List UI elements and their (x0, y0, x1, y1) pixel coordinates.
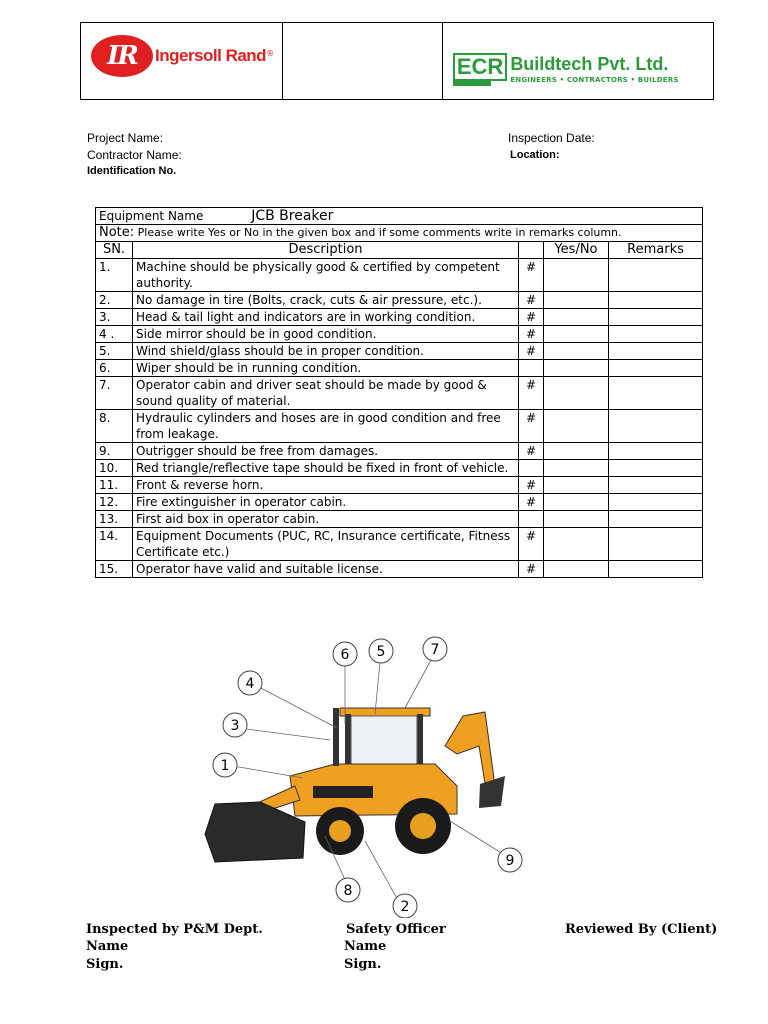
row-yes-no-box[interactable] (544, 511, 609, 528)
svg-text:4: 4 (245, 676, 255, 692)
callout-2 (393, 894, 417, 918)
table-row (96, 511, 703, 528)
row-yes-no-box[interactable] (544, 360, 609, 377)
row-remarks-box[interactable] (609, 561, 703, 578)
row-description: Head & tail light and indicators are in working condition. (133, 309, 519, 326)
row-sn: 14. (96, 528, 133, 561)
col-header-sn: SN. (96, 242, 133, 259)
callout-3 (223, 713, 247, 737)
svg-text:5: 5 (376, 644, 386, 660)
row-remarks-box[interactable] (609, 377, 703, 410)
note-label: Note: (99, 225, 135, 240)
row-description: Front & reverse horn. (133, 477, 519, 494)
col-header-remarks: Remarks (609, 242, 703, 259)
safety-officer-name-label: Name (344, 939, 387, 954)
row-yes-no-box[interactable] (544, 460, 609, 477)
row-mark: # (519, 528, 544, 561)
row-remarks-box[interactable] (609, 309, 703, 326)
callout-5 (369, 639, 393, 663)
row-sn: 13. (96, 511, 133, 528)
row-yes-no-box[interactable] (544, 343, 609, 360)
equipment-name-label: Equipment Name (99, 209, 204, 223)
row-sn: 15. (96, 561, 133, 578)
callout-6 (333, 642, 357, 666)
left-logo-cell (81, 23, 283, 99)
row-mark: # (519, 494, 544, 511)
table-row (96, 561, 703, 578)
row-yes-no-box[interactable] (544, 443, 609, 460)
row-mark: # (519, 326, 544, 343)
row-description: Side mirror should be in good condition. (133, 326, 519, 343)
row-remarks-box[interactable] (609, 259, 703, 292)
svg-text:8: 8 (343, 883, 353, 899)
col-header-description: Description (133, 242, 519, 259)
row-yes-no-box[interactable] (544, 309, 609, 326)
callout-9 (498, 848, 522, 872)
row-yes-no-box[interactable] (544, 259, 609, 292)
note-text: Please write Yes or No in the given box and if some comments write in remarks column. (134, 226, 622, 239)
svg-text:1: 1 (220, 758, 230, 774)
row-mark: # (519, 561, 544, 578)
row-description: Operator cabin and driver seat should be made by good & sound quality of material. (133, 377, 519, 410)
row-description: Machine should be physically good & certified by competent authority. (133, 259, 519, 292)
row-sn: 5. (96, 343, 133, 360)
row-yes-no-box[interactable] (544, 494, 609, 511)
jcb-backhoe-diagram (195, 636, 535, 918)
row-yes-no-box[interactable] (544, 377, 609, 410)
row-mark: # (519, 377, 544, 410)
row-mark: # (519, 309, 544, 326)
table-row (96, 443, 703, 460)
inspector-name-label: Name (86, 939, 129, 954)
svg-text:6: 6 (340, 647, 350, 663)
row-remarks-box[interactable] (609, 360, 703, 377)
row-mark: # (519, 410, 544, 443)
table-header-row (96, 242, 703, 259)
col-header-yes-no: Yes/No (544, 242, 609, 259)
row-remarks-box[interactable] (609, 528, 703, 561)
row-remarks-box[interactable] (609, 477, 703, 494)
table-row (96, 343, 703, 360)
row-sn: 4 . (96, 326, 133, 343)
svg-text:7: 7 (430, 642, 440, 658)
ecr-logo-name: Buildtech Pvt. Ltd. (510, 54, 669, 74)
svg-text:9: 9 (505, 853, 515, 869)
table-row (96, 360, 703, 377)
project-name-label: Project Name: (87, 131, 164, 145)
safety-officer-sign-label: Sign. (344, 957, 382, 972)
table-row (96, 326, 703, 343)
row-description: First aid box in operator cabin. (133, 511, 519, 528)
callout-7 (423, 637, 447, 661)
row-mark: # (519, 259, 544, 292)
row-remarks-box[interactable] (609, 343, 703, 360)
row-remarks-box[interactable] (609, 511, 703, 528)
ecr-logo-mark: ECR (453, 53, 507, 81)
contractor-name-label: Contractor Name: (87, 148, 182, 162)
right-logo-cell (443, 23, 713, 99)
reviewed-by-label: Reviewed By (Client) (565, 922, 718, 937)
row-description: No damage in tire (Bolts, crack, cuts & air pressure, etc.). (133, 292, 519, 309)
row-description: Wiper should be in running condition. (133, 360, 519, 377)
ecr-logo-bar (453, 80, 491, 86)
row-mark: # (519, 292, 544, 309)
row-yes-no-box[interactable] (544, 292, 609, 309)
svg-text:2: 2 (400, 899, 410, 915)
row-sn: 1. (96, 259, 133, 292)
table-row (96, 259, 703, 292)
row-description: Equipment Documents (PUC, RC, Insurance certificate, Fitness Certificate etc.) (133, 528, 519, 561)
row-mark: # (519, 343, 544, 360)
middle-logo-cell (283, 23, 443, 99)
row-description: Operator have valid and suitable license. (133, 561, 519, 578)
table-row (96, 477, 703, 494)
row-description: Red triangle/reflective tape should be fixed in front of vehicle. (133, 460, 519, 477)
row-mark (519, 360, 544, 377)
table-row (96, 494, 703, 511)
row-mark (519, 460, 544, 477)
row-sn: 11. (96, 477, 133, 494)
row-sn: 9. (96, 443, 133, 460)
row-remarks-box[interactable] (609, 460, 703, 477)
ir-logo-name: Ingersoll Rand (155, 46, 267, 65)
callout-8 (336, 878, 360, 902)
row-sn: 12. (96, 494, 133, 511)
row-remarks-box[interactable] (609, 494, 703, 511)
inspection-checklist-table (95, 207, 703, 578)
equipment-name-row (96, 208, 703, 225)
col-header-mark (519, 242, 544, 259)
ir-registered-mark: ® (266, 48, 275, 58)
row-remarks-box[interactable] (609, 410, 703, 443)
row-yes-no-box[interactable] (544, 561, 609, 578)
row-yes-no-box[interactable] (544, 410, 609, 443)
row-yes-no-box[interactable] (544, 326, 609, 343)
row-sn: 8. (96, 410, 133, 443)
row-sn: 10. (96, 460, 133, 477)
document-header (80, 22, 714, 100)
row-sn: 6. (96, 360, 133, 377)
row-mark: # (519, 443, 544, 460)
table-row (96, 377, 703, 410)
row-remarks-box[interactable] (609, 443, 703, 460)
table-row (96, 292, 703, 309)
row-mark: # (519, 477, 544, 494)
row-yes-no-box[interactable] (544, 528, 609, 561)
row-sn: 7. (96, 377, 133, 410)
callout-4 (238, 671, 262, 695)
row-sn: 3. (96, 309, 133, 326)
equipment-name-value: JCB Breaker (251, 208, 334, 224)
table-row (96, 528, 703, 561)
ir-logo-mark: IR (91, 35, 153, 77)
row-yes-no-box[interactable] (544, 477, 609, 494)
backhoe-illustration (205, 708, 505, 862)
inspection-date-label: Inspection Date: (508, 131, 595, 145)
note-row (96, 225, 703, 242)
row-description: Outrigger should be free from damages. (133, 443, 519, 460)
row-description: Wind shield/glass should be in proper condition. (133, 343, 519, 360)
row-remarks-box[interactable] (609, 326, 703, 343)
table-row (96, 410, 703, 443)
row-sn: 2. (96, 292, 133, 309)
svg-text:3: 3 (230, 718, 240, 734)
row-description: Hydraulic cylinders and hoses are in good condition and free from leakage. (133, 410, 519, 443)
inspected-by-label: Inspected by P&M Dept. (86, 922, 263, 937)
ingersoll-rand-logo (91, 35, 274, 77)
row-description: Fire extinguisher in operator cabin. (133, 494, 519, 511)
table-row (96, 309, 703, 326)
callout-1 (213, 753, 237, 777)
table-row (96, 460, 703, 477)
row-remarks-box[interactable] (609, 292, 703, 309)
safety-officer-label: Safety Officer (346, 922, 446, 937)
row-mark (519, 511, 544, 528)
location-label: Location: (510, 149, 560, 161)
identification-no-label: Identification No. (87, 165, 177, 177)
ecr-logo-tagline: ENGINEERS • CONTRACTORS • BUILDERS (510, 76, 679, 84)
inspector-sign-label: Sign. (86, 957, 124, 972)
